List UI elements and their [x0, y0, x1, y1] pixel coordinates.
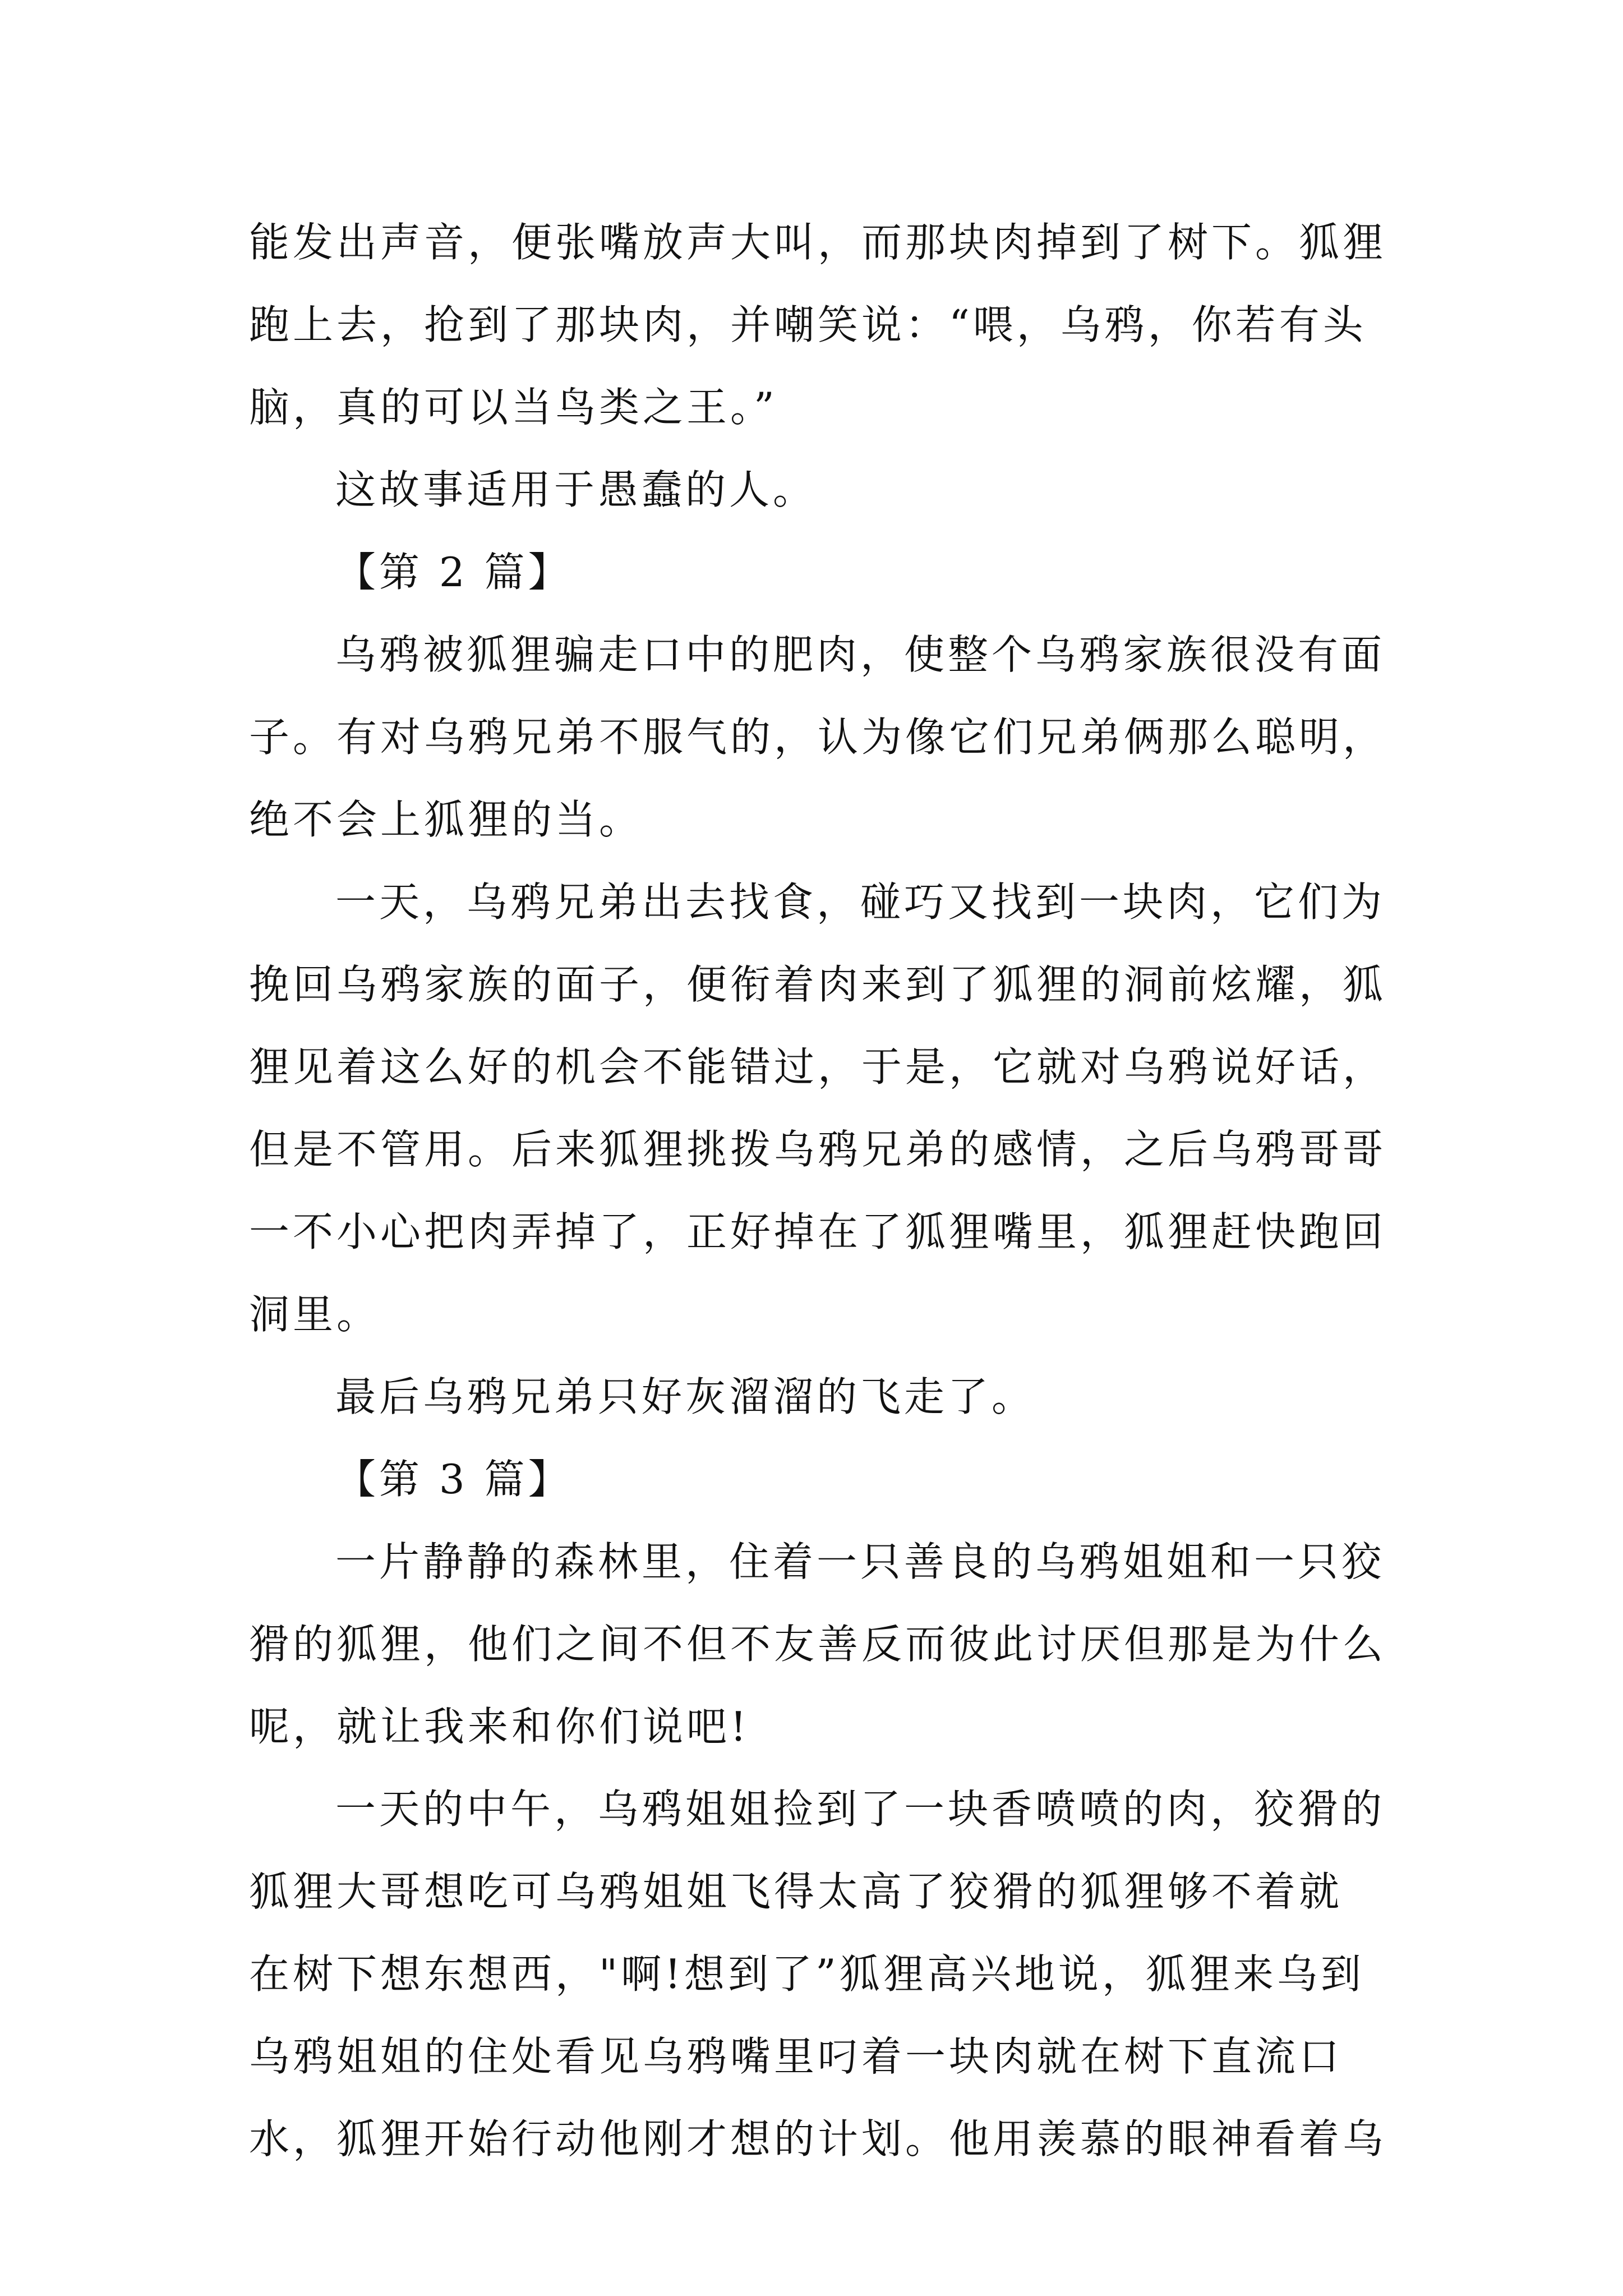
text-line: 一天的中午，乌鸦姐姐捡到了一块香喷喷的肉，狡猾的	[335, 1786, 1386, 1833]
section-heading: 【第 2 篇】	[335, 549, 572, 596]
text-line: 水，狐狸开始行动他刚才想的计划。他用羡慕的眼神看着乌	[249, 2115, 1387, 2162]
text-line: 能发出声音，便张嘴放声大叫，而那块肉掉到了树下。狐狸	[249, 219, 1387, 266]
text-line: 洞里。	[249, 1291, 381, 1338]
text-line: 乌鸦姐姐的住处看见乌鸦嘴里叼着一块肉就在树下直流口	[249, 2033, 1343, 2080]
text-line: 子。有对乌鸦兄弟不服气的，认为像它们兄弟俩那么聪明，	[249, 714, 1387, 761]
text-line: 跑上去，抢到了那块肉，并嘲笑说：“喂，乌鸦，你若有头	[249, 301, 1367, 348]
text-line: 脑，真的可以当鸟类之王。”	[249, 384, 778, 431]
text-line: 乌鸦被狐狸骗走口中的肥肉，使整个乌鸦家族很没有面	[335, 631, 1386, 678]
text-line: 绝不会上狐狸的当。	[249, 796, 643, 843]
text-line: 这故事适用于愚蠢的人。	[335, 466, 817, 513]
text-line: 狐狸大哥想吃可乌鸦姐姐飞得太高了狡猾的狐狸够不着就	[249, 1868, 1343, 1915]
text-line: 一片静静的森林里，住着一只善良的乌鸦姐姐和一只狡	[335, 1538, 1386, 1585]
text-line: 一不小心把肉弄掉了，正好掉在了狐狸嘴里，狐狸赶快跑回	[249, 1208, 1387, 1255]
text-line: 在树下想东想西，"啊!想到了”狐狸高兴地说，狐狸来乌到	[249, 1950, 1364, 1998]
text-line: 猾的狐狸，他们之间不但不友善反而彼此讨厌但那是为什么	[249, 1621, 1387, 1668]
text-line: 挽回乌鸦家族的面子，便衔着肉来到了狐狸的洞前炫耀，狐	[249, 961, 1387, 1008]
section-heading: 【第 3 篇】	[335, 1456, 572, 1503]
text-line: 但是不管用。后来狐狸挑拨乌鸦兄弟的感情，之后乌鸦哥哥	[249, 1126, 1387, 1173]
text-line: 狸见着这么好的机会不能错过，于是，它就对乌鸦说好话，	[249, 1043, 1387, 1091]
text-line: 最后乌鸦兄弟只好灰溜溜的飞走了。	[335, 1373, 1036, 1420]
text-line: 一天，乌鸦兄弟出去找食，碰巧又找到一块肉，它们为	[335, 878, 1386, 926]
text-line: 呢，就让我来和你们说吧!	[249, 1703, 750, 1750]
